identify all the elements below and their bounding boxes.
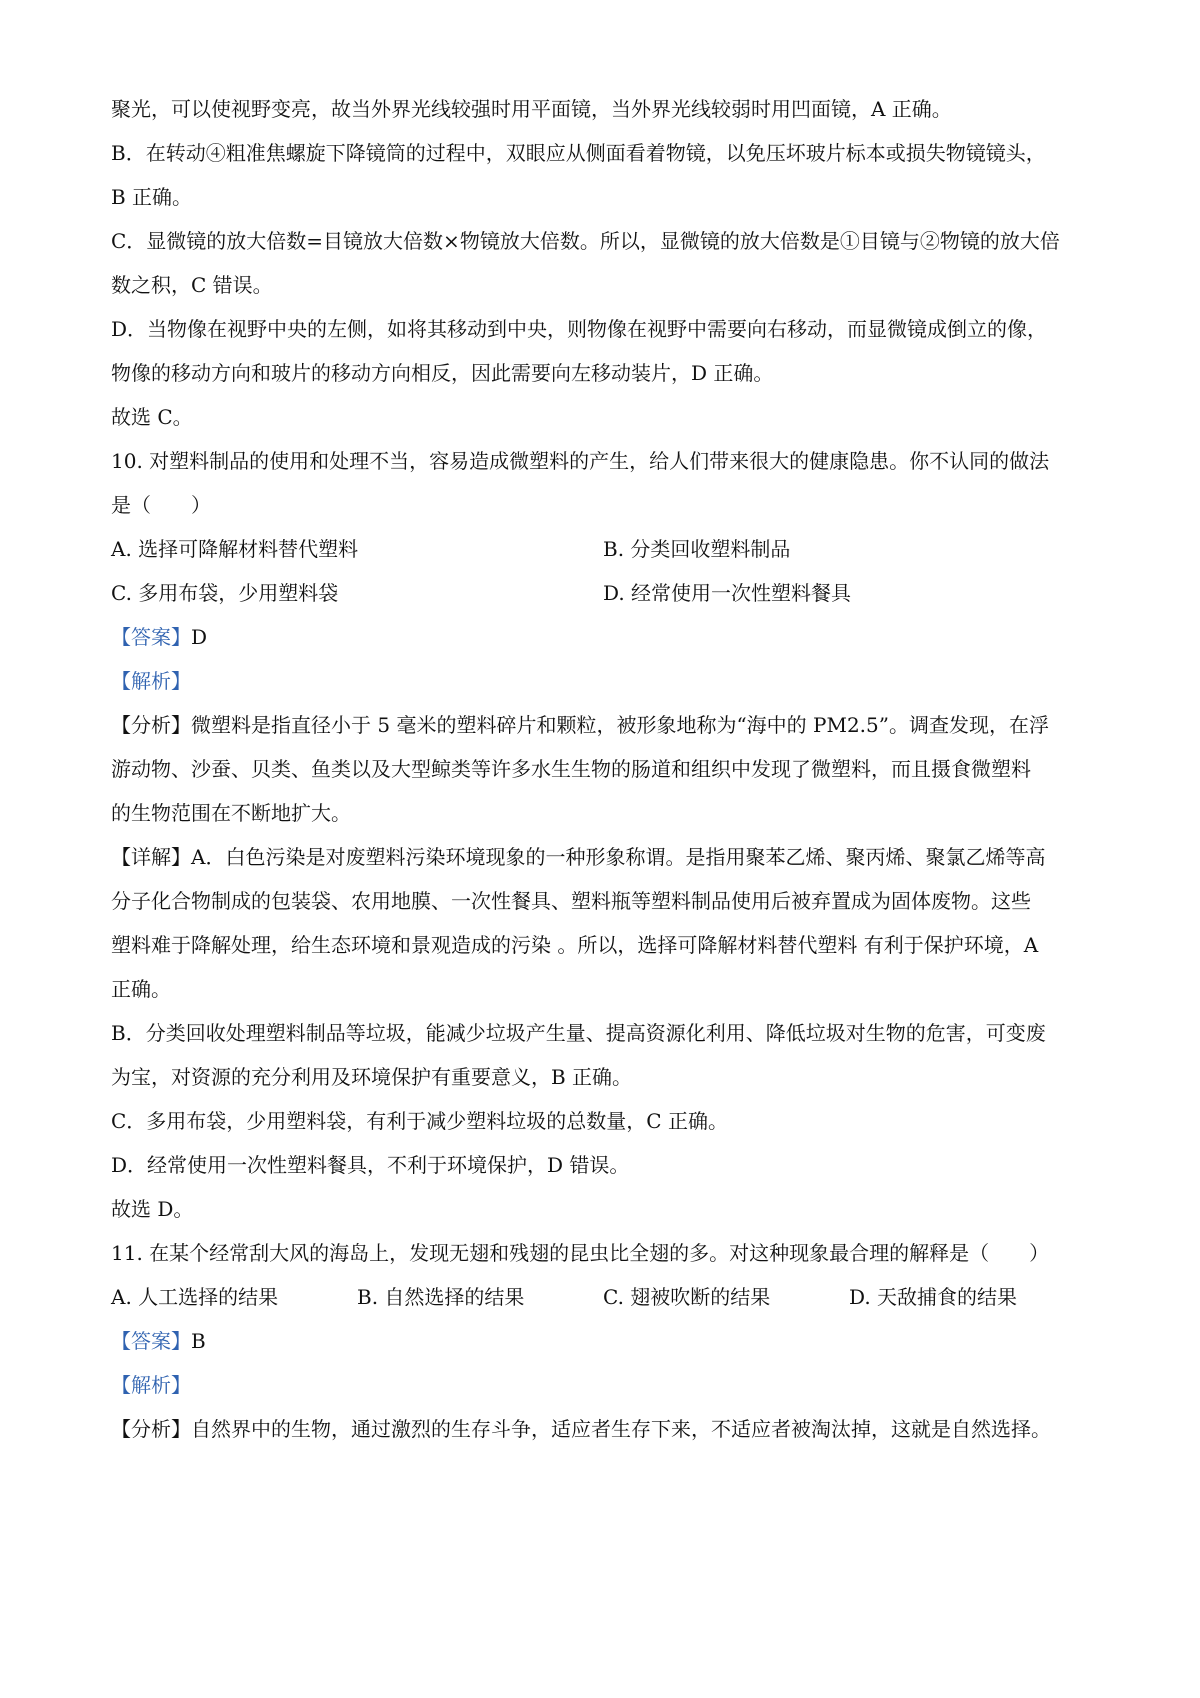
text-line: 故选 D。 [111,1197,194,1221]
q11-option-a: A. 人工选择的结果 [111,1285,279,1309]
analysis-tag: 【解析】 [111,1373,191,1397]
text-line: 的生物范围在不断地扩大。 [111,801,351,825]
q10-answer [111,625,207,649]
text-line: 【分析】微塑料是指直径小于 5 毫米的塑料碎片和颗粒，被形象地称为“海中的 PM2.5”。调查发现，在浮 [111,713,1049,737]
text-line: C．显微镜的放大倍数=目镜放大倍数×物镜放大倍数。所以，显微镜的放大倍数是①目镜与②物镜的放大倍 [111,229,1060,253]
text-line: 物像的移动方向和玻片的移动方向相反，因此需要向左移动装片，D 正确。 [111,361,774,385]
question-11-stem: 11. 在某个经常刮大风的海岛上，发现无翅和残翅的昆虫比全翅的多。对这种现象最合理的解释是（ ） [111,1241,1050,1265]
q10-option-c: C. 多用布袋，少用塑料袋 [111,581,339,605]
text-line: 分子化合物制成的包装袋、农用地膜、一次性餐具、塑料瓶等塑料制品使用后被弃置成为固体废物。这些 [111,889,1031,913]
text-line: B 正确。 [111,185,193,209]
text-line: 塑料难于降解处理，给生态环境和景观造成的污染 。所以，选择可降解材料替代塑料 有利于保护环境，A [111,933,1039,957]
q11-answer [111,1329,206,1353]
text-line: B．在转动④粗准焦螺旋下降镜筒的过程中，双眼应从侧面看着物镜，以免压坏玻片标本或损失物镜镜头， [111,141,1046,165]
answer-tag: 【答案】 [111,1329,191,1353]
answer-value: D [191,625,208,649]
text-line: 正确。 [111,977,171,1001]
text-line: 【分析】自然界中的生物，通过激烈的生存斗争，适应者生存下来，不适应者被淘汰掉，这就是自然选择。 [111,1417,1051,1441]
text-line: 【详解】A．白色污染是对废塑料污染环境现象的一种形象称谓。是指用聚苯乙烯、聚丙烯、聚氯乙烯等高 [111,845,1046,869]
text-line: 为宝，对资源的充分利用及环境保护有重要意义，B 正确。 [111,1065,633,1089]
text-line: B．分类回收处理塑料制品等垃圾，能减少垃圾产生量、提高资源化利用、降低垃圾对生物的危害，可变废 [111,1021,1046,1045]
question-10-stem: 10. 对塑料制品的使用和处理不当，容易造成微塑料的产生，给人们带来很大的健康隐患。你不认同的做法 [111,449,1050,473]
question-10-stem-cont: 是（ ） [111,493,211,517]
text-line: C．多用布袋，少用塑料袋，有利于减少塑料垃圾的总数量，C 正确。 [111,1109,728,1133]
q10-option-b: B. 分类回收塑料制品 [603,537,791,561]
q11-option-d: D. 天敌捕食的结果 [849,1285,1018,1309]
q10-option-d: D. 经常使用一次性塑料餐具 [603,581,852,605]
q11-option-c: C. 翅被吹断的结果 [603,1285,771,1309]
text-line: 聚光，可以使视野变亮，故当外界光线较强时用平面镜，当外界光线较弱时用凹面镜，A 正确。 [111,97,952,121]
text-line: 游动物、沙蚕、贝类、鱼类以及大型鲸类等许多水生生物的肠道和组织中发现了微塑料，而且摄食微塑料 [111,757,1031,781]
text-line: D．当物像在视野中央的左侧，如将其移动到中央，则物像在视野中需要向右移动，而显微镜成倒立的像， [111,317,1048,341]
text-line: 数之积，C 错误。 [111,273,273,297]
text-line: D．经常使用一次性塑料餐具，不利于环境保护，D 错误。 [111,1153,630,1177]
analysis-tag: 【解析】 [111,669,191,693]
answer-value: B [191,1329,206,1353]
q11-option-b: B. 自然选择的结果 [357,1285,525,1309]
text-line: 故选 C。 [111,405,193,429]
answer-tag: 【答案】 [111,625,191,649]
q10-option-a: A. 选择可降解材料替代塑料 [111,537,359,561]
